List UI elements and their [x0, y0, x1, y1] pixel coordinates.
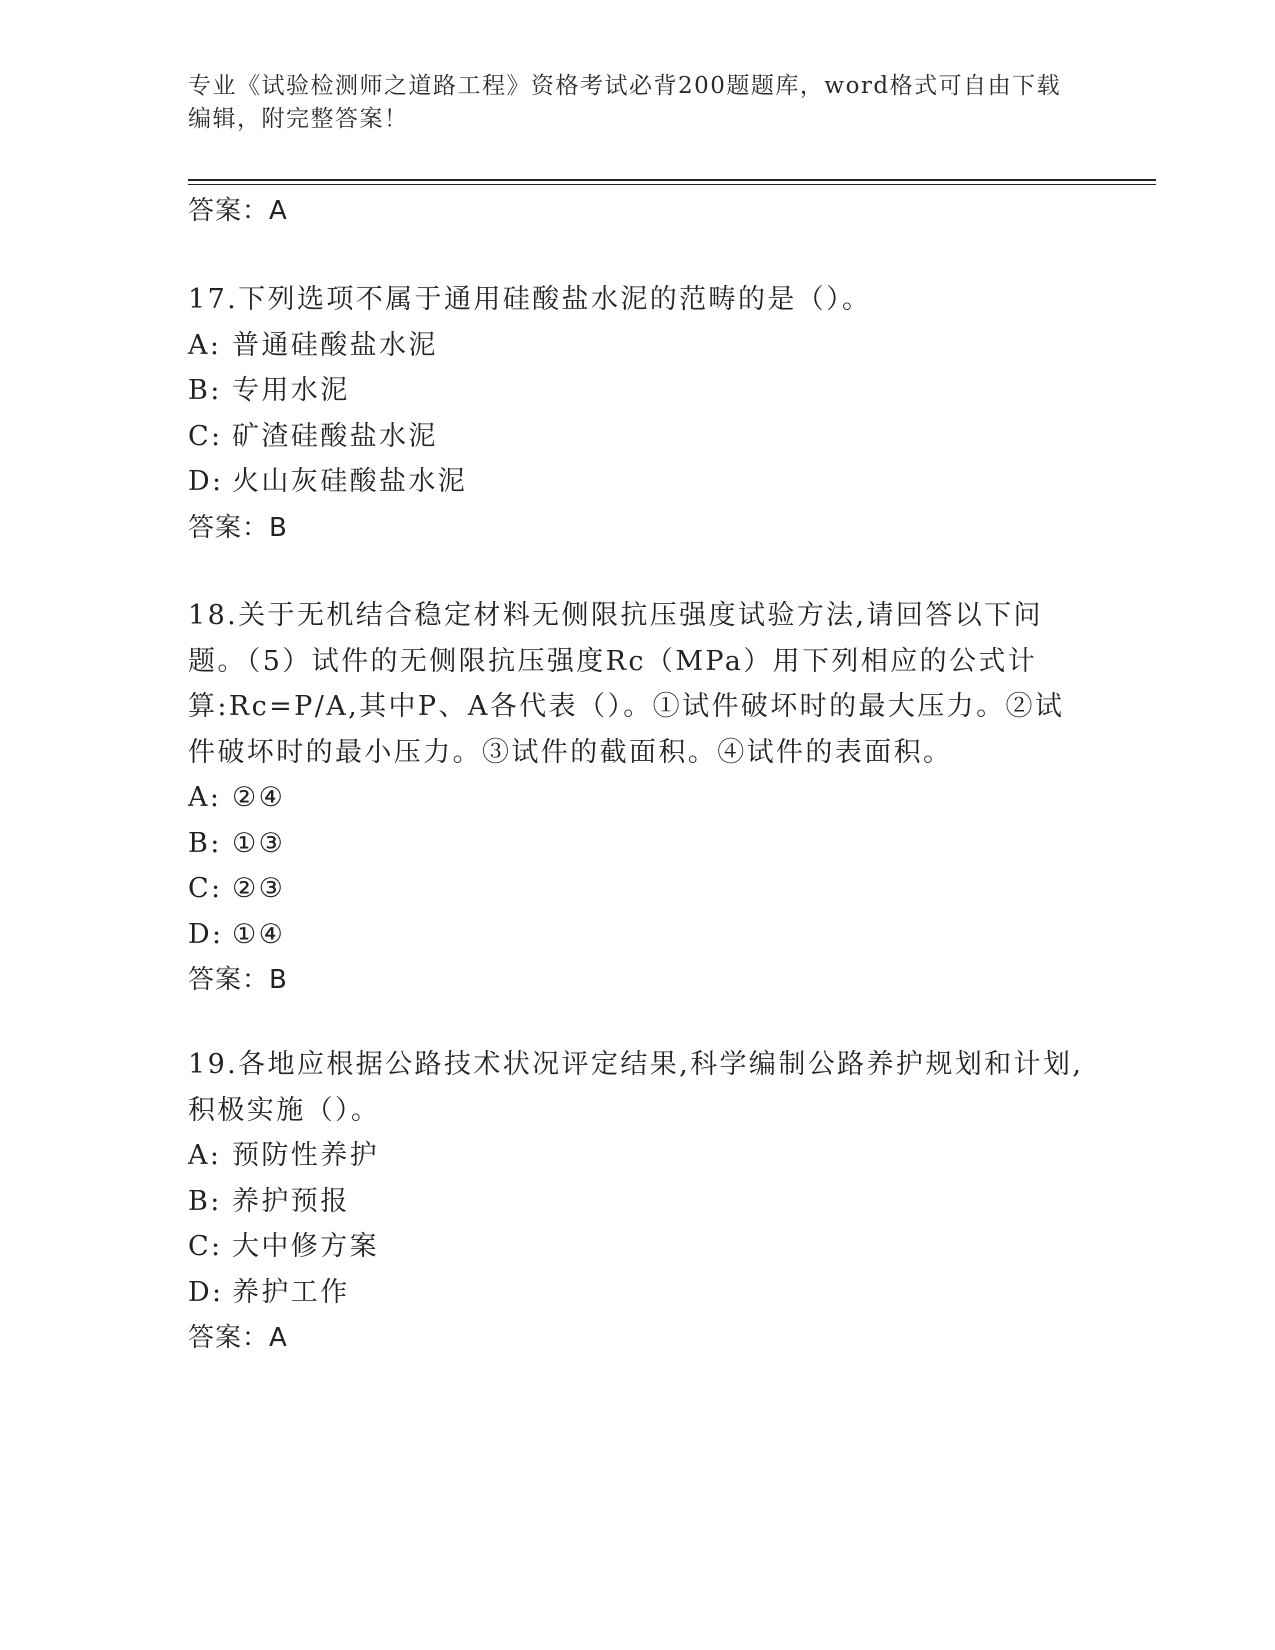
answer-label: 答案：A	[188, 1323, 288, 1353]
question-18	[188, 593, 1088, 1003]
option-a	[188, 1133, 1088, 1179]
option-text: 预防性养护	[232, 1140, 379, 1171]
answer-label: 答案：B	[188, 512, 288, 543]
option-text: ①③	[232, 827, 286, 859]
option-b	[188, 821, 1088, 867]
option-b	[188, 1179, 1088, 1225]
option-b	[188, 368, 1088, 414]
option-d	[188, 1270, 1088, 1316]
option-letter: B:	[188, 375, 222, 406]
option-text: 养护预报	[232, 1185, 350, 1217]
option-d	[188, 912, 1088, 958]
question-19	[188, 1042, 1088, 1361]
question-stem: 18.关于无机结合稳定材料无侧限抗压强度试验方法,请回答以下问题。（5）试件的无侧限抗压强度Rc（MPa）用下列相应的公式计算:Rc=P/A,其中P、A各代表（）。①试件破坏时的最大压力。②试件破坏时的最小压力。③试件的截面积。④试件的表面积。	[188, 600, 1065, 768]
option-text: 矿渣硅酸盐水泥	[232, 420, 438, 452]
option-text: 火山灰硅酸盐水泥	[232, 466, 468, 497]
option-text: 专用水泥	[232, 375, 350, 406]
option-c	[188, 866, 1088, 912]
option-text: 养护工作	[232, 1276, 350, 1308]
option-text: ②③	[232, 873, 286, 904]
option-letter: C:	[188, 420, 223, 452]
option-d	[188, 459, 1088, 505]
option-letter: C:	[188, 1231, 223, 1262]
option-text: ②④	[232, 782, 286, 813]
option-letter: B:	[188, 827, 222, 859]
option-letter: D:	[188, 466, 224, 497]
option-c	[188, 1224, 1088, 1270]
option-letter: A:	[188, 782, 222, 813]
page-header: 专业《试验检测师之道路工程》资格考试必背200题题库，word格式可自由下载编辑，附完整答案！	[188, 73, 1062, 132]
option-a	[188, 323, 1088, 369]
question-stem: 17.下列选项不属于通用硅酸盐水泥的范畴的是（）。	[188, 284, 872, 315]
option-text: 普通硅酸盐水泥	[232, 329, 438, 361]
previous-answer: 答案：A	[188, 196, 288, 226]
question-stem: 19.各地应根据公路技术状况评定结果,科学编制公路养护规划和计划,积极实施（）。	[188, 1049, 1084, 1126]
header-divider-thin	[188, 184, 1156, 185]
option-a	[188, 775, 1088, 821]
answer-label: 答案：B	[188, 965, 288, 995]
option-letter: A:	[188, 1140, 222, 1171]
option-c	[188, 414, 1088, 460]
option-text: 大中修方案	[232, 1231, 379, 1262]
option-letter: D:	[188, 1276, 224, 1308]
option-letter: D:	[188, 918, 224, 950]
question-17	[188, 277, 1088, 551]
option-text: ①④	[232, 918, 286, 950]
option-letter: A:	[188, 329, 222, 361]
option-letter: C:	[188, 873, 223, 904]
header-divider	[188, 179, 1156, 181]
option-letter: B:	[188, 1185, 222, 1217]
